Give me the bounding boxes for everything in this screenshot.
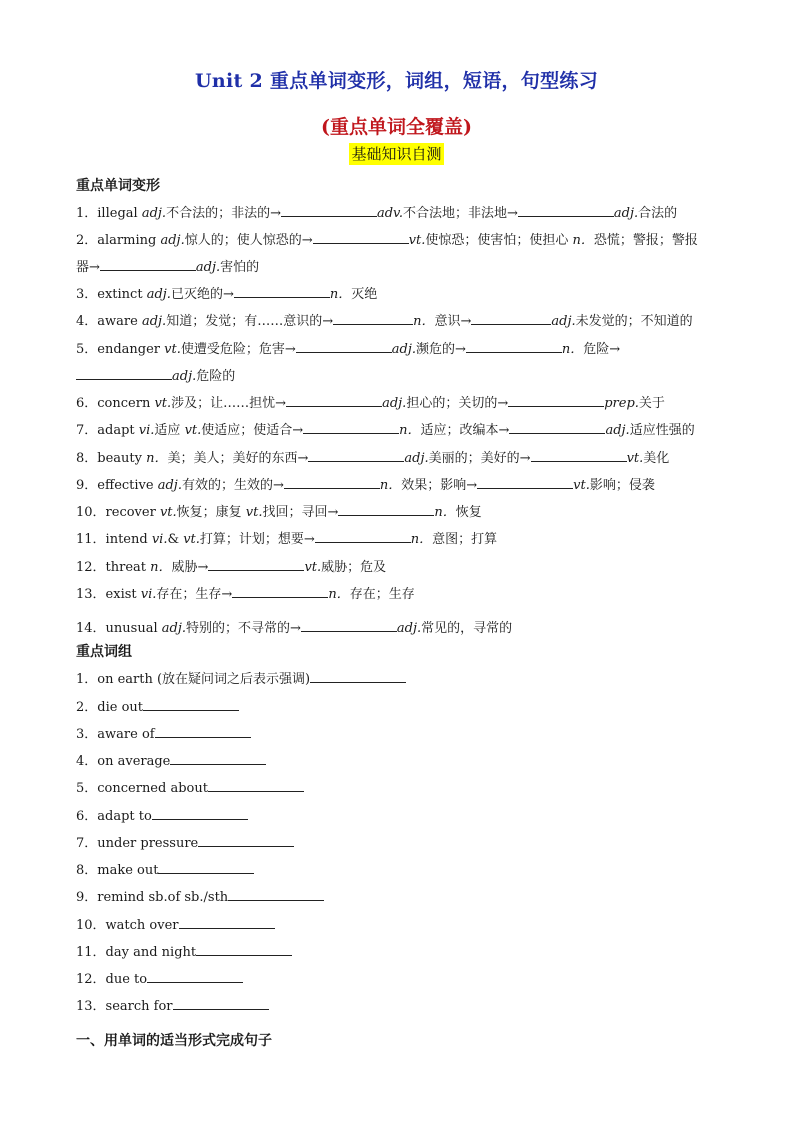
answer-blank[interactable] <box>208 778 304 792</box>
answer-blank[interactable] <box>232 584 328 598</box>
answer-blank[interactable] <box>173 996 269 1010</box>
word-item-9: 9．effective adj.有效的；生效的→ n．效果；影响→ vt.影响；侵袭 <box>76 475 655 495</box>
phrase-item-11: 11．day and night <box>76 942 292 962</box>
word-item-10: 10．recover vt.恢复；康复 vt.找回；寻回→ n．恢复 <box>76 502 482 522</box>
page-subtitle: (重点单词全覆盖) <box>321 116 472 138</box>
word-item-1: 1．illegal adj.不合法的；非法的→ adv.不合法地；非法地→ adj.合法的 <box>76 203 677 223</box>
phrase-item-8: 8．make out <box>76 860 254 880</box>
phrase-item-9: 9．remind sb.of sb./sth <box>76 887 324 907</box>
answer-blank[interactable] <box>508 393 604 407</box>
answer-blank[interactable] <box>310 669 406 683</box>
answer-blank[interactable] <box>198 833 294 847</box>
word-item-4: 4．aware adj.知道；发觉；有……意识的→ n．意识→ adj.未发觉的；不知道的 <box>76 311 693 331</box>
phrase-item-2: 2．die out <box>76 697 239 717</box>
word-item-3: 3．extinct adj.已灭绝的→ n．灭绝 <box>76 284 377 304</box>
phrase-item-1: 1．on earth (放在疑问词之后表示强调) <box>76 669 406 689</box>
answer-blank[interactable] <box>152 806 248 820</box>
answer-blank[interactable] <box>315 529 411 543</box>
answer-blank[interactable] <box>308 448 404 462</box>
answer-blank[interactable] <box>313 230 409 244</box>
answer-blank[interactable] <box>281 203 377 217</box>
answer-blank[interactable] <box>196 942 292 956</box>
phrase-item-13: 13．search for <box>76 996 269 1016</box>
word-item-13: 13．exist vi.存在；生存→ n．存在；生存 <box>76 584 415 604</box>
phrase-item-12: 12．due to <box>76 969 243 989</box>
answer-blank[interactable] <box>477 475 573 489</box>
word-item-14: 14．unusual adj.特别的；不寻常的→ adj.常见的，寻常的 <box>76 618 512 638</box>
answer-blank[interactable] <box>208 557 304 571</box>
answer-blank[interactable] <box>143 697 239 711</box>
section-title-word-forms: 重点单词变形 <box>76 178 160 194</box>
section-title-sentences: 一、用单词的适当形式完成句子 <box>76 1033 272 1049</box>
answer-blank[interactable] <box>518 203 614 217</box>
answer-blank[interactable] <box>234 284 330 298</box>
answer-blank[interactable] <box>466 339 562 353</box>
answer-blank[interactable] <box>471 311 551 325</box>
word-item-2-cont: 器→ adj.害怕的 <box>76 257 259 277</box>
phrase-item-6: 6．adapt to <box>76 806 248 826</box>
phrase-item-5: 5．concerned about <box>76 778 304 798</box>
badge-wrap <box>0 143 793 165</box>
phrase-item-3: 3．aware of <box>76 724 251 744</box>
phrase-item-10: 10．watch over <box>76 915 275 935</box>
word-item-5-cont: adj.危险的 <box>76 366 235 386</box>
word-item-8: 8．beauty n．美；美人；美好的东西→ adj.美丽的；美好的→ vt.美化 <box>76 448 669 468</box>
word-item-6: 6．concern vt.涉及；让……担忧→ adj.担心的；关切的→ prep.关于 <box>76 393 665 413</box>
answer-blank[interactable] <box>286 393 382 407</box>
answer-blank[interactable] <box>228 887 324 901</box>
answer-blank[interactable] <box>284 475 380 489</box>
answer-blank[interactable] <box>509 420 605 434</box>
word-item-2: 2．alarming adj.惊人的；使人惊恐的→ vt.使惊恐；使害怕；使担心 n．恐慌；警报；警报 <box>76 230 698 250</box>
answer-blank[interactable] <box>158 860 254 874</box>
answer-blank[interactable] <box>147 969 243 983</box>
answer-blank[interactable] <box>303 420 399 434</box>
word-item-11: 11．intend vi.& vt.打算；计划；想要→ n．意图；打算 <box>76 529 497 549</box>
answer-blank[interactable] <box>531 448 627 462</box>
answer-blank[interactable] <box>155 724 251 738</box>
section-title-phrases: 重点词组 <box>76 644 132 660</box>
answer-blank[interactable] <box>338 502 434 516</box>
phrase-item-7: 7．under pressure <box>76 833 294 853</box>
answer-blank[interactable] <box>301 618 397 632</box>
answer-blank[interactable] <box>296 339 392 353</box>
word-item-12: 12．threat n．威胁→ vt.威胁；危及 <box>76 557 386 577</box>
answer-blank[interactable] <box>170 751 266 765</box>
word-item-5: 5．endanger vt.使遭受危险；危害→ adj.濒危的→ n．危险→ <box>76 339 620 359</box>
section-badge: 基础知识自测 <box>351 145 442 163</box>
word-item-7: 7．adapt vi.适应 vt.使适应；使适合→ n．适应；改编本→ adj.适应性强的 <box>76 420 695 440</box>
answer-blank[interactable] <box>76 366 172 380</box>
answer-blank[interactable] <box>179 915 275 929</box>
answer-blank[interactable] <box>333 311 413 325</box>
page-title: Unit 2 重点单词变形，词组，短语，句型练习 <box>194 70 599 92</box>
answer-blank[interactable] <box>100 257 196 271</box>
phrase-item-4: 4．on average <box>76 751 266 771</box>
